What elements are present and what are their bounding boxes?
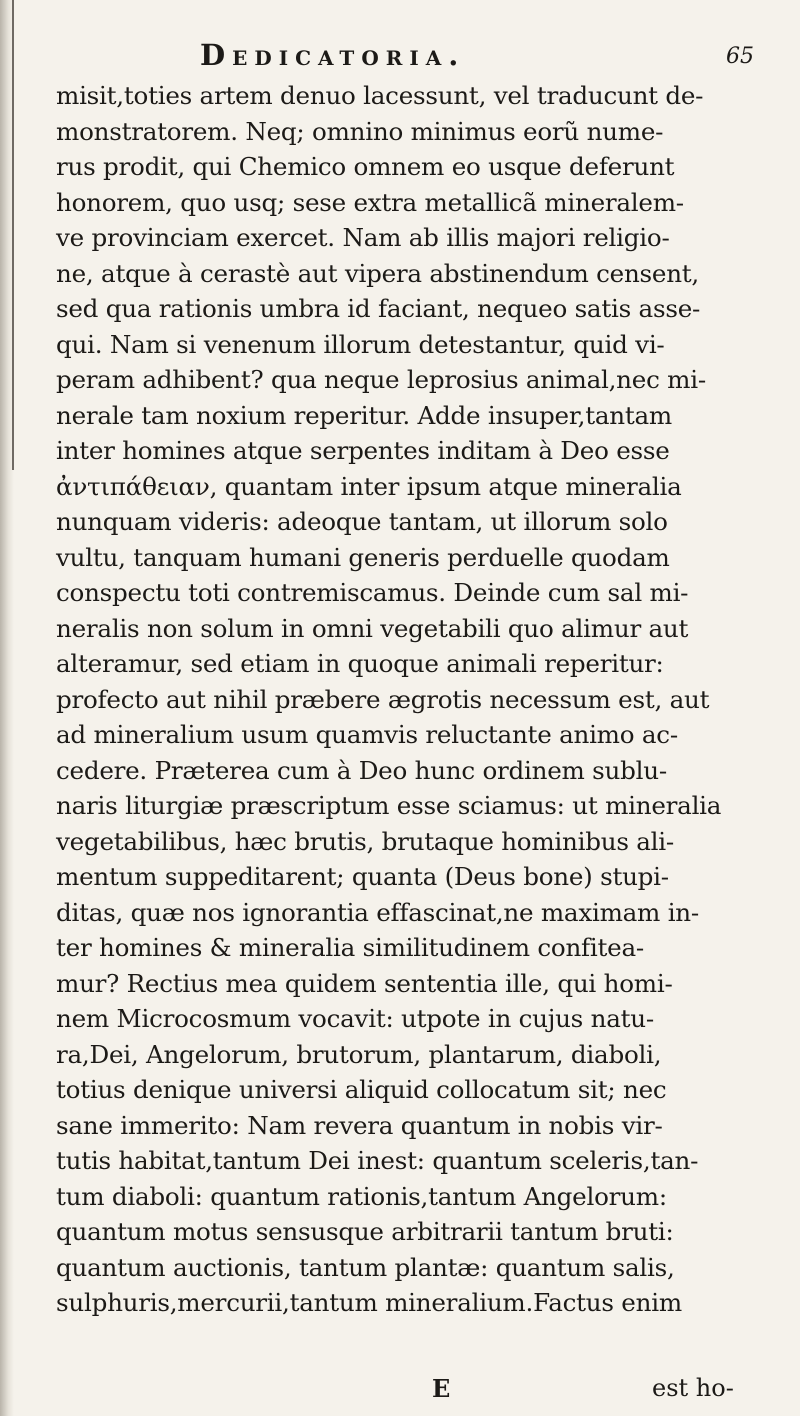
text-line: vegetabilibus, hæc brutis, brutaque hominibus ali-	[56, 826, 674, 856]
text-line: inter homines atque serpentes inditam à Deo esse	[56, 436, 670, 465]
text-line: mur? Rectius mea quidem sententia ille, qui homi-	[56, 968, 673, 998]
text-line: naris liturgiæ præscriptum esse sciamus: ut mineralia	[56, 791, 722, 820]
running-head: Dedicatoria.	[200, 38, 466, 72]
text-line: qui. Nam si venenum illorum detestantur, quid vi-	[56, 329, 665, 359]
text-line: cedere. Præterea cum à Deo hunc ordinem sublu-	[56, 755, 667, 785]
text-line: ve provinciam exercet. Nam ab illis majori religio-	[56, 223, 670, 252]
catchword: est ho-	[652, 1374, 734, 1402]
text-line: monstratorem. Neq; omnino minimus eorũ nume-	[56, 116, 664, 146]
text-line: rus prodit, qui Chemico omnem eo usque deferunt	[56, 152, 675, 181]
text-line: ditas, quæ nos ignorantia effascinat,ne maximam in-	[56, 897, 699, 927]
text-line: totius denique universi aliquid collocatum sit; nec	[56, 1075, 667, 1104]
page-header	[0, 38, 800, 78]
text-line: sed qua rationis umbra id faciant, nequeo satis asse-	[56, 294, 701, 323]
text-line: peram adhibent? qua neque leprosius animal,nec mi-	[56, 365, 706, 394]
text-line: mentum suppeditarent; quanta (Deus bone) stupi-	[56, 862, 669, 891]
text-line: ter homines & mineralia similitudinem confitea-	[56, 933, 644, 962]
text-line: alteramur, sed etiam in quoque animali reperitur:	[56, 649, 664, 678]
text-line: sulphuris,mercurii,tantum mineralium.Factus enim	[56, 1288, 682, 1317]
text-line: vultu, tanquam humani generis perduelle quodam	[56, 542, 670, 572]
body-text	[56, 78, 786, 1321]
text-line: misit,toties artem denuo lacessunt, vel traducunt de-	[56, 81, 704, 110]
text-line: ἀντιπάθειαν, quantam inter ipsum atque mineralia	[56, 471, 682, 501]
page-number: 65	[726, 44, 754, 69]
signature-mark: E	[432, 1374, 451, 1403]
text-line: ad mineralium usum quamvis reluctante animo ac-	[56, 720, 678, 749]
text-line: conspectu toti contremiscamus. Deinde cum sal mi-	[56, 578, 689, 607]
text-line: sane immerito: Nam revera quantum in nobis vir-	[56, 1110, 663, 1140]
text-line: nem Microcosmum vocavit: utpote in cujus natu-	[56, 1004, 654, 1033]
text-line: tutis habitat,tantum Dei inest: quantum sceleris,tan-	[56, 1146, 699, 1175]
text-line: profecto aut nihil præbere ægrotis necessum est, aut	[56, 684, 710, 714]
text-line: quantum auctionis, tantum plantæ: quantum salis,	[56, 1252, 675, 1282]
text-line: nunquam videris: adeoque tantam, ut illorum solo	[56, 507, 668, 536]
text-line: ra,Dei, Angelorum, brutorum, plantarum, diaboli,	[56, 1039, 662, 1069]
text-line: tum diaboli: quantum rationis,tantum Angelorum:	[56, 1181, 667, 1211]
text-line: neralis non solum in omni vegetabili quo alimur aut	[56, 613, 689, 643]
text-line: quantum motus sensusque arbitrarii tantum bruti:	[56, 1217, 674, 1246]
text-line: honorem, quo usq; sese extra metallicã mineralem-	[56, 187, 684, 217]
text-line: ne, atque à cerastè aut vipera abstinendum censent,	[56, 258, 699, 288]
text-line: nerale tam noxium reperitur. Adde insuper,tantam	[56, 400, 672, 430]
